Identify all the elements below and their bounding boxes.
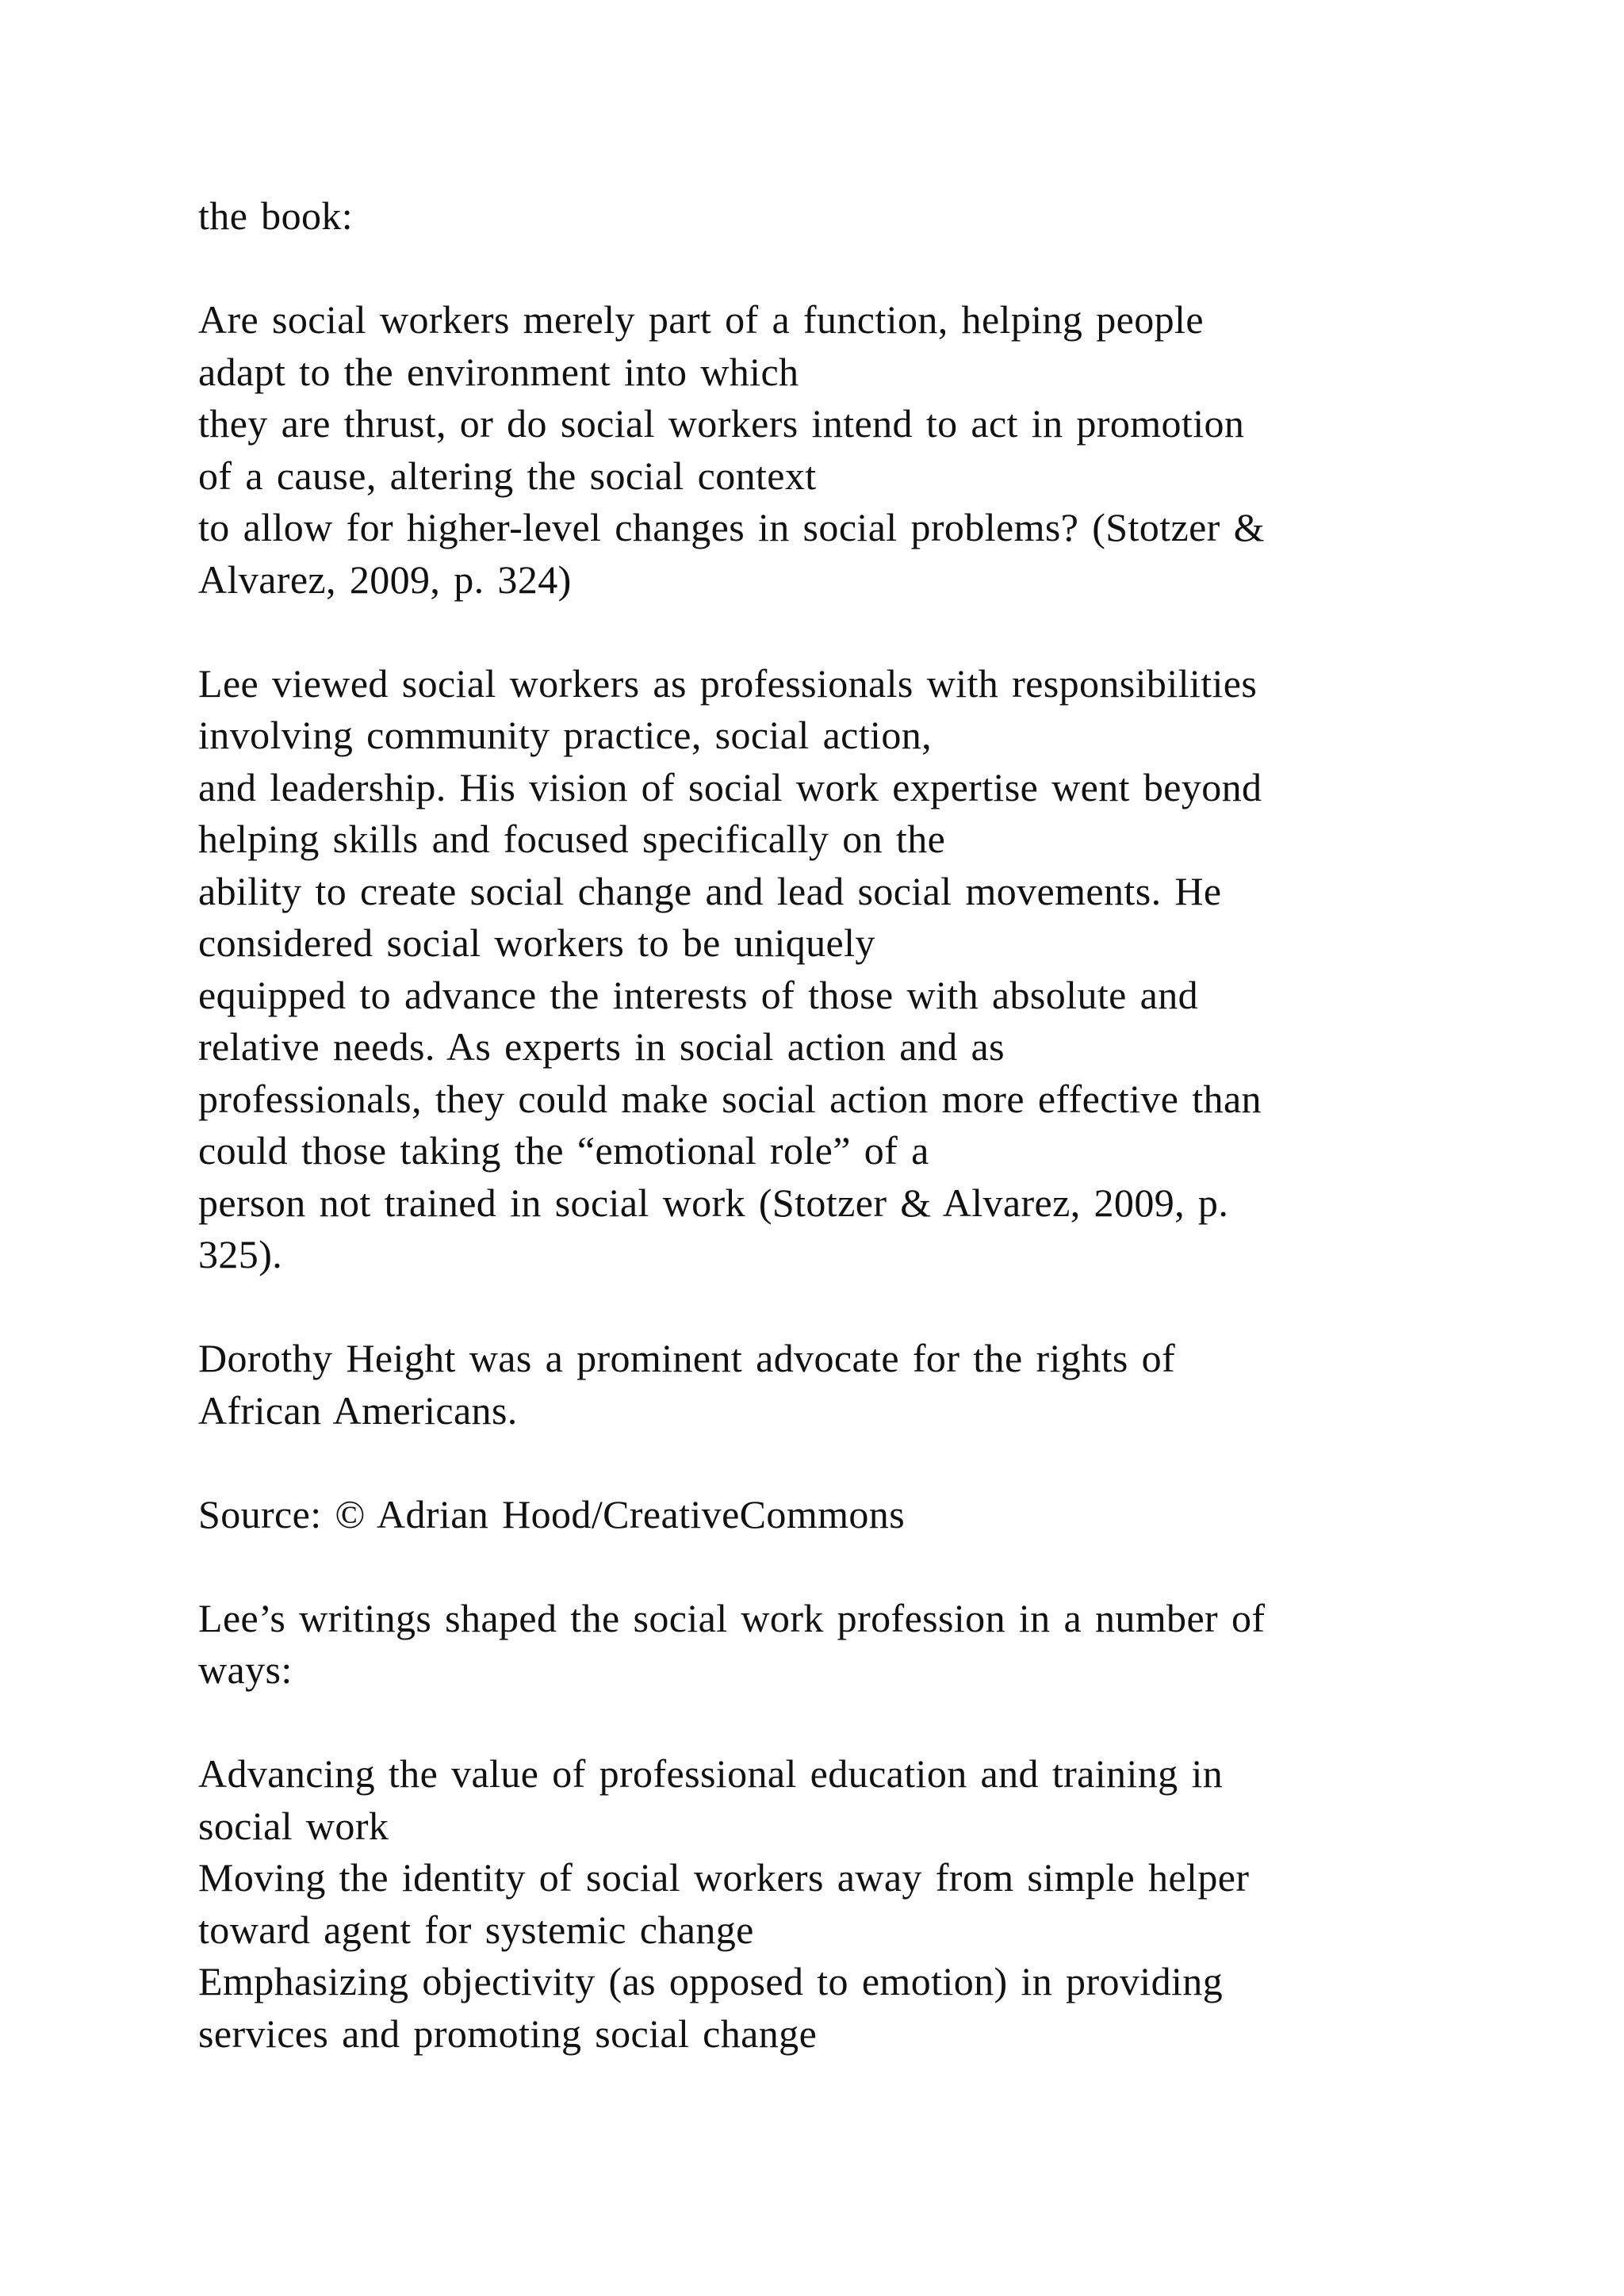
lee-writings-list: [198, 1748, 1483, 2060]
text-line: involving community practice, social action,: [198, 713, 933, 757]
text-line: of a cause, altering the social context: [198, 453, 817, 498]
text-line: person not trained in social work (Stotzer & Alvarez, 2009, p.: [198, 1180, 1229, 1225]
list-item-line: Emphasizing objectivity (as opposed to emotion) in providing: [198, 1959, 1224, 2003]
text-line: ability to create social change and lead social movements. He: [198, 868, 1222, 913]
text-line: Lee’s writings shaped the social work profession in a number of: [198, 1595, 1266, 1640]
text-line: helping skills and focused specifically on the: [198, 817, 946, 861]
text-line: professionals, they could make social action more effective than: [198, 1076, 1262, 1121]
text-line: the book:: [198, 193, 354, 238]
text-line: considered social workers to be uniquely: [198, 920, 875, 965]
text-line: ways:: [198, 1647, 293, 1692]
list-item-line: social work: [198, 1803, 389, 1848]
text-line: 325).: [198, 1232, 283, 1276]
list-item-line: Advancing the value of professional education and training in: [198, 1751, 1224, 1796]
text-line: Alvarez, 2009, p. 324): [198, 557, 572, 602]
text-line: equipped to advance the interests of those with absolute and: [198, 972, 1199, 1017]
text-line: they are thrust, or do social workers intend to act in promotion: [198, 401, 1245, 446]
text-line: African Americans.: [198, 1387, 518, 1433]
quote-paragraph: [198, 294, 1483, 606]
text-line: Are social workers merely part of a function, helping people: [198, 297, 1204, 342]
lee-writings-intro: [198, 1593, 1483, 1697]
text-line: Dorothy Height was a prominent advocate for the rights of: [198, 1336, 1176, 1380]
text-line: Source: © Adrian Hood/CreativeCommons: [198, 1491, 906, 1536]
text-line: Lee viewed social workers as professionals with responsibilities: [198, 660, 1258, 706]
text-line: could those taking the “emotional role” of a: [198, 1128, 929, 1173]
image-source: [198, 1489, 1483, 1541]
lee-vision-paragraph: [198, 658, 1483, 1281]
list-item-line: services and promoting social change: [198, 2011, 818, 2056]
list-item-line: toward agent for systemic change: [198, 1907, 754, 1952]
intro-line: [198, 190, 1483, 243]
image-caption: [198, 1333, 1483, 1437]
text-line: to allow for higher-level changes in social problems? (Stotzer &: [198, 505, 1265, 549]
text-line: and leadership. His vision of social work expertise went beyond: [198, 764, 1262, 809]
text-line: relative needs. As experts in social action and as: [198, 1024, 1005, 1069]
text-line: adapt to the environment into which: [198, 349, 799, 394]
document-body: [198, 190, 1483, 2060]
list-item-line: Moving the identity of social workers away from simple helper: [198, 1855, 1250, 1900]
